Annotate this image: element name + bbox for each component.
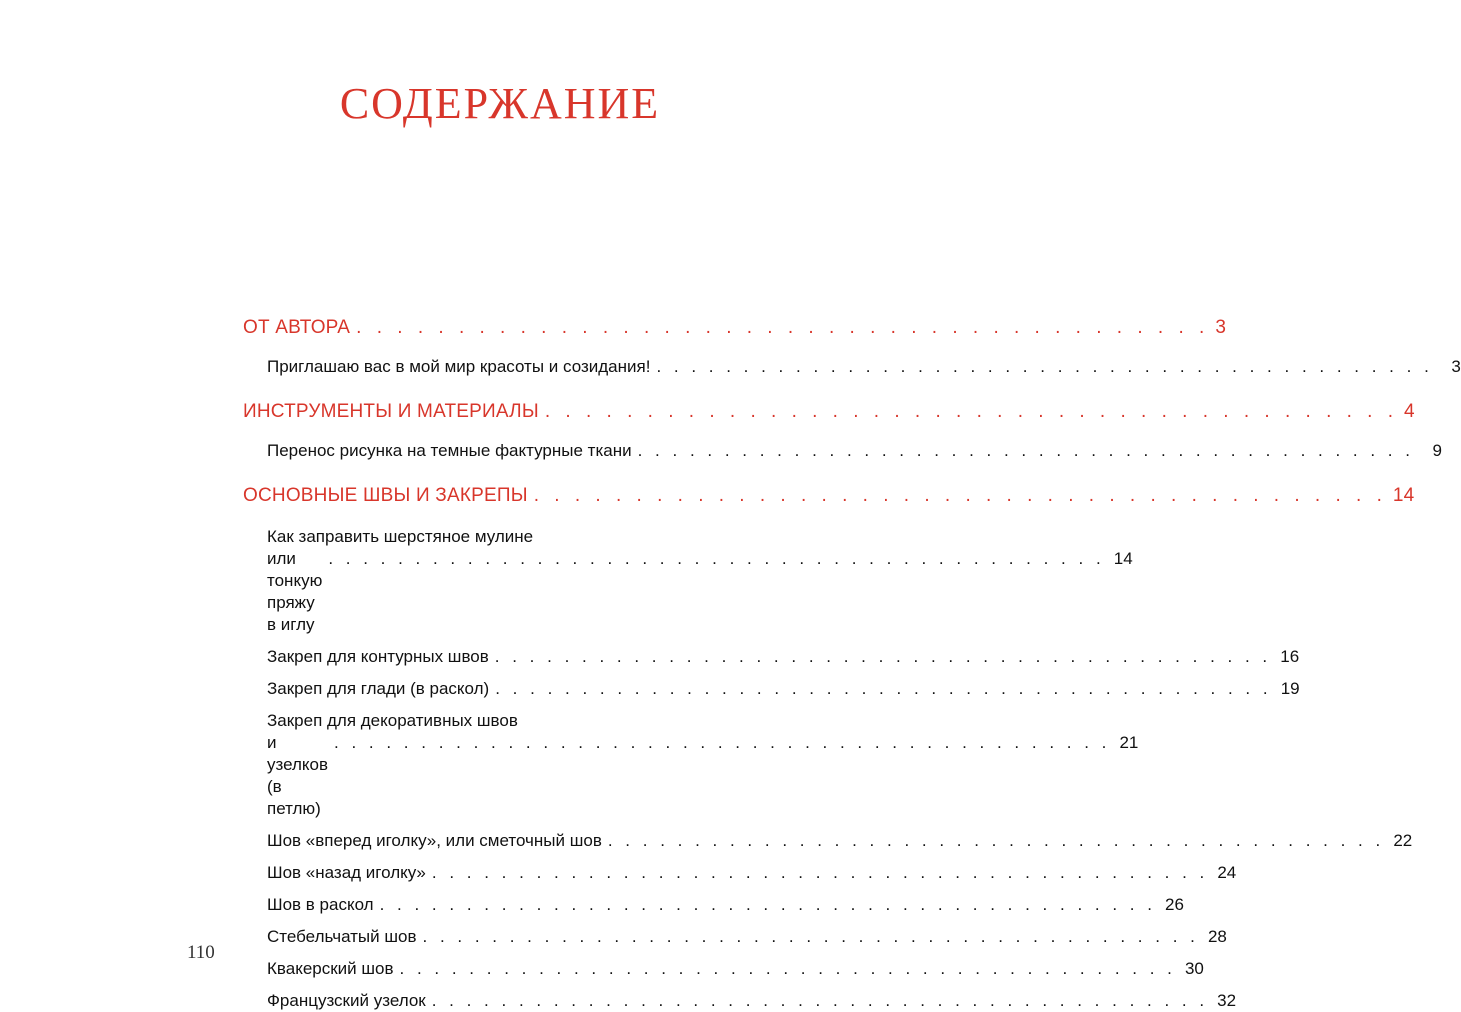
dot-leader: . . . . . . . . . . . . . . . . . . . . . . . . . . . . . . . . . . . . . . . . . . . . . bbox=[328, 549, 1105, 568]
toc-section[interactable] bbox=[243, 484, 1415, 508]
toc-item-label: Французский узелок bbox=[267, 991, 426, 1010]
toc-item-label: Шов «назад иголку» bbox=[267, 863, 426, 882]
toc-item[interactable] bbox=[243, 356, 1461, 378]
toc-page-number: 24 bbox=[1217, 863, 1237, 882]
toc-item-label: Приглашаю вас в мой мир красоты и созидания! bbox=[267, 357, 651, 376]
dot-leader: . . . . . . . . . . . . . . . . . . . . . . . . . . . . . . . . . . . . . . . . . . . . . bbox=[431, 863, 1209, 882]
toc-page-number: 30 bbox=[1184, 959, 1204, 978]
toc-item-label: Квакерский шов bbox=[267, 959, 394, 978]
dot-leader: . . . . . . . . . . . . . . . . . . . . . . . . . . . . . . . . . . . . . . . . . . . . . bbox=[334, 733, 1111, 752]
toc-item-label: или тонкую пряжу в иглу bbox=[267, 549, 323, 634]
dot-leader: . . . . . . . . . . . . . . . . . . . . . . . . . . . . . . . . . . . . . . . . . . . . . bbox=[379, 895, 1156, 914]
toc-page-number: 28 bbox=[1207, 927, 1227, 946]
toc-item-label: Закреп для контурных швов bbox=[267, 647, 489, 666]
toc-page-number: 26 bbox=[1165, 895, 1184, 914]
toc-page-number: 16 bbox=[1280, 647, 1300, 666]
toc-section-label: ОСНОВНЫЕ ШВЫ И ЗАКРЕПЫ bbox=[243, 485, 528, 506]
toc-item[interactable] bbox=[243, 958, 1204, 980]
toc-item-label: Стебельчатый шов bbox=[267, 927, 417, 946]
toc-item[interactable] bbox=[243, 646, 1300, 668]
toc-item[interactable] bbox=[243, 862, 1237, 884]
toc-page-number: 19 bbox=[1280, 679, 1300, 698]
toc-section[interactable] bbox=[243, 316, 1227, 340]
dot-leader: . . . . . . . . . . . . . . . . . . . . . . . . . . . . . . . . . . . . . . . . . . bbox=[356, 317, 1210, 338]
dot-leader: . . . . . . . . . . . . . . . . . . . . . . . . . . . . . . . . . . . . . . . . . . . . . bbox=[399, 959, 1176, 978]
toc-page-number: 21 bbox=[1119, 733, 1139, 752]
toc-page-number: 9 bbox=[1432, 441, 1442, 460]
toc-item-label: Перенос рисунка на темные фактурные ткани bbox=[267, 441, 632, 460]
toc-item[interactable] bbox=[243, 678, 1300, 700]
toc-page-number: 3 bbox=[1451, 357, 1461, 376]
toc-item-label-line1: Закреп для декоративных швов bbox=[267, 711, 518, 730]
toc-page-number: 32 bbox=[1217, 991, 1237, 1010]
dot-leader: . . . . . . . . . . . . . . . . . . . . . . . . . . . . . . . . . . . . . . . . . . . . . bbox=[607, 831, 1385, 850]
toc-item[interactable] bbox=[243, 894, 1184, 916]
page-title: СОДЕРЖАНИЕ bbox=[339, 79, 661, 128]
toc-page-number: 14 bbox=[1392, 485, 1415, 506]
toc-section-label: ОТ АВТОРА bbox=[243, 317, 351, 338]
dot-leader: . . . . . . . . . . . . . . . . . . . . . . . . . . . . . . . . . . . . . . . . . . . . . bbox=[495, 679, 1272, 698]
toc-item-label-line1: Как заправить шерстяное мулине bbox=[267, 527, 534, 546]
toc-page-number: 14 bbox=[1113, 549, 1133, 568]
toc-item-label: и узелков (в петлю) bbox=[267, 733, 329, 818]
toc-item[interactable] bbox=[243, 926, 1227, 948]
toc-item[interactable] bbox=[243, 710, 1139, 820]
toc-item[interactable] bbox=[243, 526, 1133, 636]
dot-leader: . . . . . . . . . . . . . . . . . . . . . . . . . . . . . . . . . . . . . . . . . . . . . bbox=[422, 927, 1199, 946]
dot-leader: . . . . . . . . . . . . . . . . . . . . . . . . . . . . . . . . . . . . . . . . . . bbox=[544, 401, 1399, 422]
toc-section-label: ИНСТРУМЕНТЫ И МАТЕРИАЛЫ bbox=[243, 401, 539, 422]
dot-leader: . . . . . . . . . . . . . . . . . . . . . . . . . . . . . . . . . . . . . . . . . . . . . bbox=[656, 357, 1433, 376]
toc-item[interactable] bbox=[243, 990, 1237, 1012]
table-of-contents bbox=[243, 310, 1461, 1012]
toc-page-number: 4 bbox=[1404, 401, 1415, 422]
toc-page-number: 22 bbox=[1393, 831, 1413, 850]
toc-item-label: Шов в раскол bbox=[267, 895, 374, 914]
toc-section[interactable] bbox=[243, 400, 1415, 424]
toc-item[interactable] bbox=[243, 830, 1413, 852]
toc-item-label: Закреп для глади (в раскол) bbox=[267, 679, 490, 698]
toc-item[interactable] bbox=[243, 440, 1442, 462]
dot-leader: . . . . . . . . . . . . . . . . . . . . . . . . . . . . . . . . . . . . . . . . . . bbox=[533, 485, 1387, 506]
dot-leader: . . . . . . . . . . . . . . . . . . . . . . . . . . . . . . . . . . . . . . . . . . . . . bbox=[494, 647, 1272, 666]
toc-item-label: Шов «вперед иголку», или сметочный шов bbox=[267, 831, 602, 850]
dot-leader: . . . . . . . . . . . . . . . . . . . . . . . . . . . . . . . . . . . . . . . . . . . . . bbox=[637, 441, 1414, 460]
toc-page-number: 3 bbox=[1215, 317, 1227, 338]
dot-leader: . . . . . . . . . . . . . . . . . . . . . . . . . . . . . . . . . . . . . . . . . . . . . bbox=[431, 991, 1209, 1010]
page-number: 110 bbox=[187, 942, 215, 963]
